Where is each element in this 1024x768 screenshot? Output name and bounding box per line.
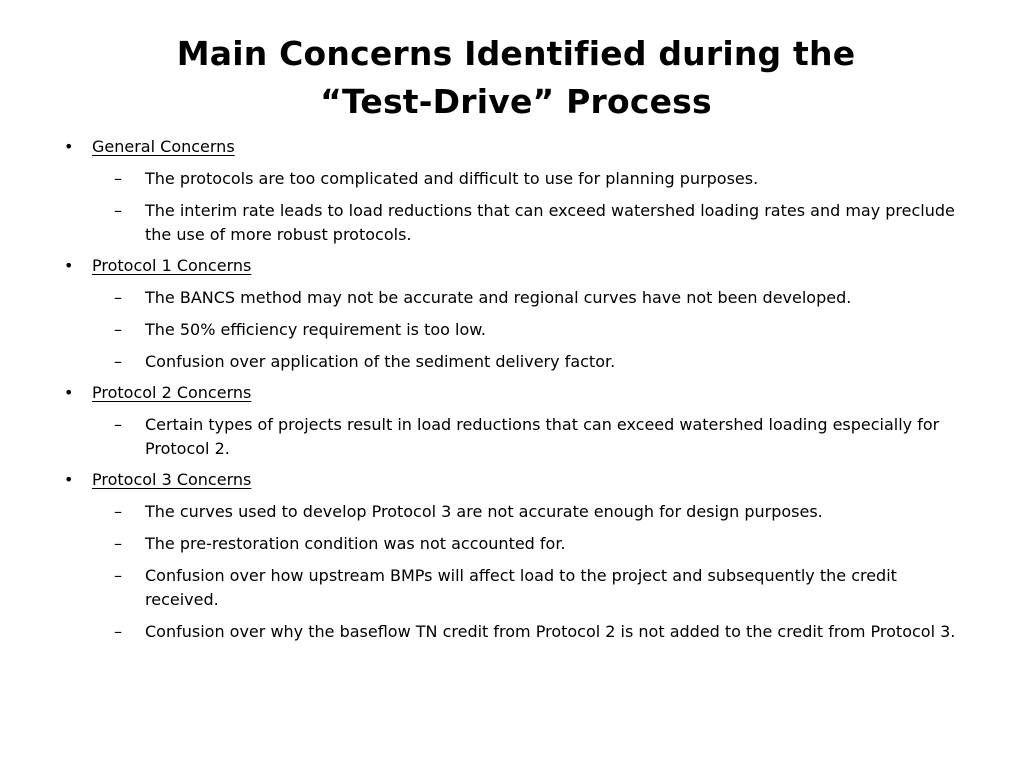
list-item [64,413,968,461]
list-item [64,167,968,191]
list-item-text: Confusion over why the baseflow TN credit from Protocol 2 is not added to the credit from Protocol 3. [145,622,956,641]
list-item [64,620,968,644]
list-item-text: The pre-restoration condition was not accounted for. [145,534,566,553]
dash-icon: – [114,622,122,641]
list-item [64,564,968,612]
list-item-text: Confusion over how upstream BMPs will affect load to the project and subsequently the credit received. [145,566,897,609]
slide-title [64,0,968,126]
bullet-icon: • [64,256,74,275]
list-item [64,532,968,556]
section-heading: Protocol 3 Concerns [92,470,252,489]
list-item [64,199,968,247]
slide-title-line-2: “Test-Drive” Process [320,82,712,121]
section-heading: Protocol 2 Concerns [92,383,252,402]
list-item-text: The 50% efficiency requirement is too low. [145,320,486,339]
dash-icon: – [114,201,122,220]
list-item-text: Certain types of projects result in load reductions that can exceed watershed loading especially for Protocol 2. [145,415,940,458]
list-item [64,500,968,524]
section-heading-row [64,255,968,277]
dash-icon: – [114,288,122,307]
list-item-text: The BANCS method may not be accurate and regional curves have not been developed. [145,288,852,307]
dash-icon: – [114,566,122,585]
bullet-icon: • [64,383,74,402]
dash-icon: – [114,169,122,188]
list-item [64,318,968,342]
list-item-text: Confusion over application of the sediment delivery factor. [145,352,616,371]
dash-icon: – [114,502,122,521]
list-item-text: The curves used to develop Protocol 3 are not accurate enough for design purposes. [145,502,823,521]
dash-icon: – [114,320,122,339]
bullet-icon: • [64,470,74,489]
list-item [64,286,968,310]
section-protocol-2-concerns [64,382,968,461]
list-item-text: The interim rate leads to load reductions that can exceed watershed loading rates and may preclude the use of more robust protocols. [145,201,955,244]
dash-icon: – [114,415,122,434]
section-heading: Protocol 1 Concerns [92,256,252,275]
section-heading-row [64,136,968,158]
bullet-icon: • [64,137,74,156]
section-general-concerns [64,136,968,247]
section-heading-row [64,382,968,404]
slide-title-line-1: Main Concerns Identified during the [176,34,856,73]
dash-icon: – [114,352,122,371]
section-protocol-3-concerns [64,469,968,644]
section-heading-row [64,469,968,491]
dash-icon: – [114,534,122,553]
section-protocol-1-concerns [64,255,968,374]
list-item [64,350,968,374]
list-item-text: The protocols are too complicated and difficult to use for planning purposes. [145,169,759,188]
section-heading: General Concerns [92,137,235,156]
concerns-list [64,136,968,644]
